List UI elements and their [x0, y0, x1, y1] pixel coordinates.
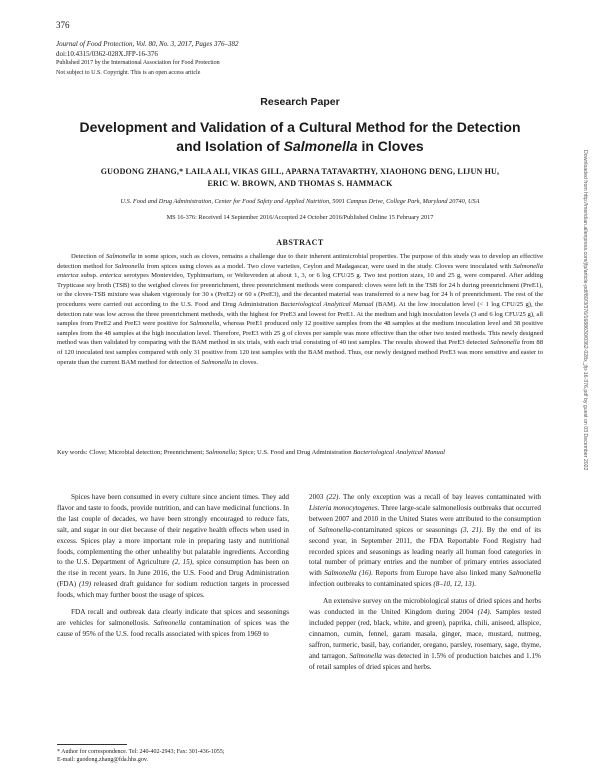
footnote-line-1: * Author for correspondence. Tel: 240-402-2943; Fax: 301-436-1055;: [57, 749, 225, 755]
title-line-2-prefix: and Isolation of: [176, 137, 284, 154]
correspondence-footnote: [57, 748, 297, 764]
journal-citation: Journal of Food Protection, Vol. 80, No. 3, 2017, Pages 376–382: [56, 40, 239, 48]
body-paragraph: An extensive survey on the microbiological status of dried spices and herbs was conducted in the United Kingdom during 2004 (14). Samples tested included pepper (red, black, white, and green), paprika, chili, aniseed, allspice, cinnamon, cumin, fennel, garam masala, ginger, mace, mustard, nutmeg, saffron, turmeric, basil, bay, coriander, oregano, parsley, rosemary, sage, thyme, and tarragon. Salmonella was detected in 1.5% of production batches and 1.1% of retail samples of dried spices and herbs.: [309, 597, 541, 671]
footnote-divider: [57, 744, 127, 745]
copyright-line: Not subject to U.S. Copyright. This is an open access article: [56, 69, 201, 76]
article-title: [60, 118, 540, 155]
body-paragraph: 2003 (22). The only exception was a recall of bay leaves contaminated with Listeria monocytogenes. Three large-scale salmonellosis outbreaks that occurred between 2007 and 2010 in the United States were attributed to the consumption of Salmonella-contaminated spices or seasonings (3, 21). By the end of its second year, in September 2011, the FDA Reportable Food Registry had recorded spices and seasonings as leading nearly all human food categories in total number of primary entries and the number of primary entries associated with Salmonella (16). Reports from Europe have also linked many Salmonella infection outbreaks to contaminated spices (8–10, 12, 13).: [309, 493, 542, 589]
keywords: Key words: Clove; Microbial detection; Preenrichment; Salmonella; Spice; U.S. Food and Drug Administration Bacteriological Analytical Manual: [57, 449, 445, 456]
journal-header: [56, 40, 239, 78]
section-type: Research Paper: [260, 96, 340, 108]
abstract-text: Detection of Salmonella in some spices, such as cloves, remains a challenge due to their inherent antimicrobial properties. The purpose of this study was to develop an effective detection method for Salmonella from spices using cloves as a model. Two clove varieties, Ceylon and Madagascar, were used in the study. Cloves were inoculated with Salmonella enterica subsp. enterica serotypes Montevideo, Typhimurium, or Weltevreden at about 1, 3, or 6 log CFU/25 g. Two test portion sizes, 10 and 25 g, were compared. After adding Trypticase soy broth (TSB) to the weighed cloves for preenrichment, three preenrichment methods were compared: cloves were left in the TSB for 24 h during preenrichment (PreE1), or the cloves-TSB mixture was shaken vigorously for 30 s (PreE2) or 60 s (PreE3), and the decanted material was transferred to a new bag for 24 h of preenrichment. The rest of the procedures were carried out according to the U.S. Food and Drug Administration Bacteriological Analytical Manual (BAM). At the low inoculation level (< 1 log CFU/25 g), the detection rate was low across the three preenrichment methods, with the highest for PreE3 and lowest for PreE1. At the medium and high inoculation levels (3 and 6 log CFU/25 g), all samples from PreE2 and PreE3 were positive for Salmonella, whereas PreE1 produced only 12 positive samples from the 48 samples at the medium inoculation level and 38 positive samples from the 48 samples at the high inoculation level. Therefore, PreE3 with 25 g of cloves per sample was more effective than the other two tested methods. This newly designed method was then validated by comparing with the BAM method in six trials, with each trial consisting of 40 test samples. The results showed that PreE3 detected Salmonella from 88 of 120 inoculated test samples compared with only 31 positive from 120 test samples with the BAM method. Thus, our newly designed method PreE3 was more sensitive and easier to operate than the current BAM method for detection of Salmonella in cloves.: [57, 253, 543, 366]
title-line-1: Development and Validation of a Cultural Method for the Detection: [79, 119, 521, 135]
title-line-2-suffix: in Cloves: [357, 137, 424, 154]
title-line-2-italic: Salmonella: [283, 137, 358, 154]
body-paragraph: FDA recall and outbreak data clearly indicate that spices and seasonings are vehicles for salmonellosis. Salmonella contamination of spices was the cause of 95% of the U.S. food recalls associated with spices from 1969 to: [57, 608, 289, 638]
keywords-label: Key words:: [57, 449, 90, 456]
received-dates: MS 16-376: Received 14 September 2016/Accepted 24 October 2016/Published Online 15 February 2017: [166, 214, 434, 221]
author-list: [80, 166, 520, 190]
body-column-left: [57, 492, 289, 640]
abstract-heading: ABSTRACT: [276, 238, 324, 247]
body-column-right: [309, 492, 541, 673]
page-number: 376: [56, 20, 70, 30]
affiliation: U.S. Food and Drug Administration, Center for Food Safety and Applied Nutrition, 5001 Campus Drive, College Park, Maryland 20740, USA: [120, 198, 480, 205]
download-watermark-text: Downloaded from http://meridian.allenpress.com/jfp/article-pdf/80/3/376/1688630/0362-028x_jfp-16-376.pdf by guest on 03 December 2022: [582, 150, 588, 471]
authors-line-2: ERIC W. BROWN, AND THOMAS S. HAMMACK: [207, 179, 393, 188]
footnote-line-2[interactable]: E-mail: guodong.zhang@fda.hhs.gov.: [57, 757, 148, 763]
body-paragraph: Spices have been consumed in every culture since ancient times. They add flavor and taste to foods, provide nutrition, and can have medicinal functions. In the last couple of decades, we have been strongly encouraged to reduce fats, salt, and sugar in our diet because of their negative health effects when used in excess. Spices play a more important role in preparing tasty and nutritional foods, complementing the other unhealthy but palatable ingredients. According to the U.S. Department of Agriculture (2, 15), spice consumption has been on the rise in recent years. In June 2016, the U.S. Food and Drug Administration (FDA) (19) released draft guidance for sodium reduction targets in processed foods, which may further boost the usage of spices.: [57, 493, 289, 600]
title-line-2: [60, 137, 540, 156]
published-line: Published 2017 by the International Association for Food Protection: [56, 60, 220, 66]
authors-line-1: GUODONG ZHANG,* LAILA ALI, VIKAS GILL, APARNA TATAVARTHY, XIAOHONG DENG, LIJUN HU,: [100, 167, 500, 176]
doi: doi:10.4315/0362-028X.JFP-16-376: [56, 49, 158, 58]
download-watermark: [579, 150, 591, 650]
